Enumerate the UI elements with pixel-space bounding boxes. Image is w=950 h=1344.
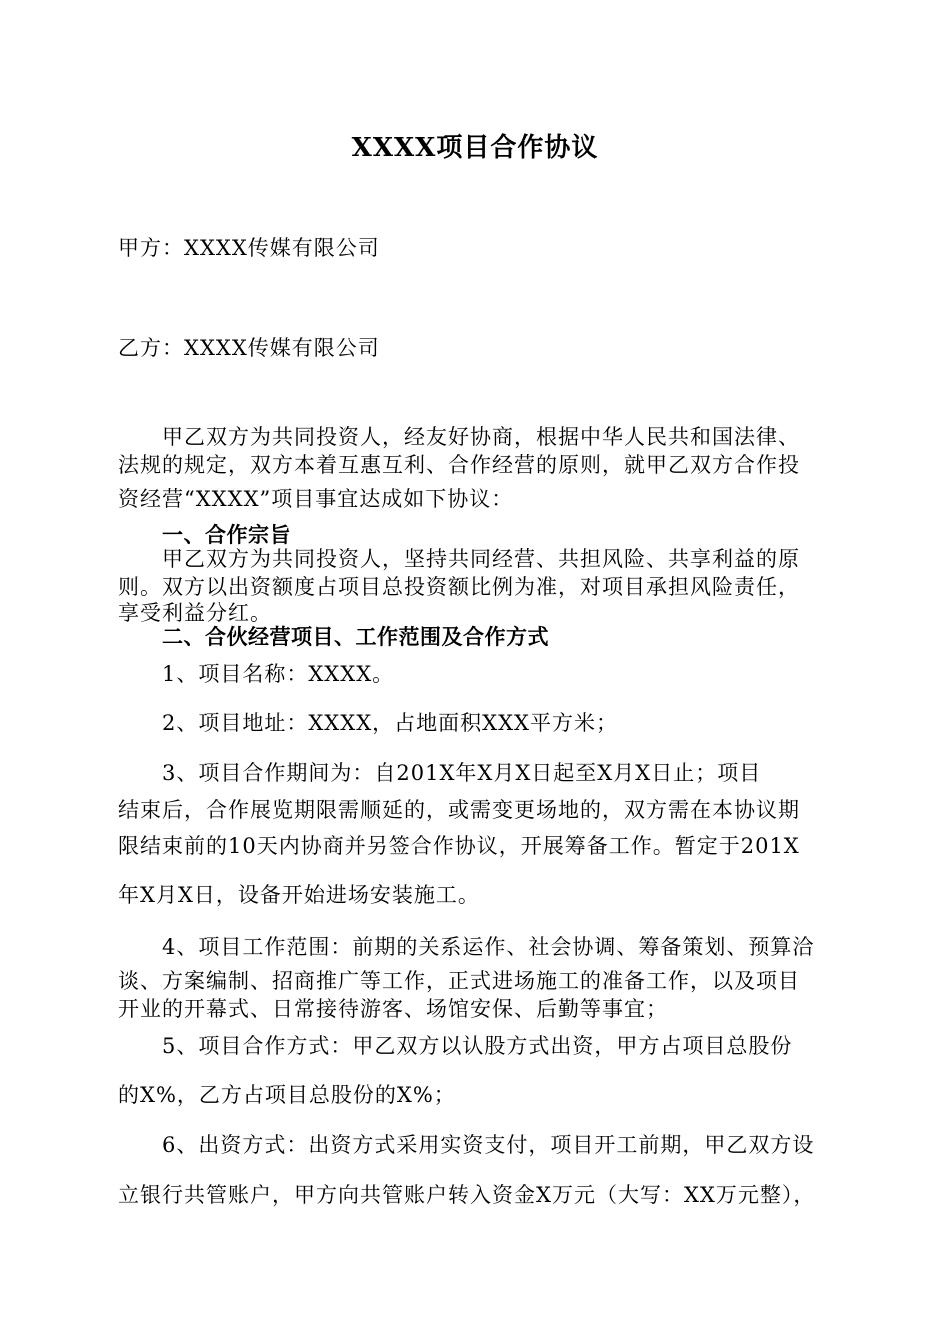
preamble-line: 甲乙双方为共同投资人，经友好协商，根据中华人民共和国法律、 [162, 425, 800, 449]
section-paragraph-line: 享受利益分红。 [118, 601, 272, 625]
section-heading: 一、合作宗旨 [162, 523, 291, 547]
clause-line: 结束后，合作展览期限需顺延的，或需变更场地的，双方需在本协议期 [118, 798, 800, 822]
clause-item: 1、项目名称：XXXX。 [162, 662, 395, 686]
clause-line: 谈、方案编制、招商推广等工作，正式进场施工的准备工作，以及项目 [118, 969, 800, 993]
clause-line: 4、项目工作范围：前期的关系运作、社会协调、筹备策划、预算洽 [162, 935, 815, 959]
clause-line: 6、出资方式：出资方式采用实资支付，项目开工前期，甲乙双方设 [162, 1133, 815, 1157]
clause-line: 限结束前的10天内协商并另签合作协议，开展筹备工作。暂定于201X [118, 834, 800, 858]
party-b-line: 乙方：XXXX传媒有限公司 [118, 336, 380, 360]
clause-line: 年X月X日，设备开始进场安装施工。 [118, 883, 480, 907]
preamble-line: 法规的规定，双方本着互惠互利、合作经营的原则，就甲乙双方合作投 [118, 453, 800, 477]
clause-line: 开业的开幕式、日常接待游客、场馆安保、后勤等事宜； [118, 997, 668, 1021]
clause-item: 2、项目地址：XXXX，占地面积XXX平方米； [162, 711, 619, 735]
clause-line: 3、项目合作期间为：自201X年X月X日起至X月X日止；项目 [162, 761, 762, 785]
party-a-line: 甲方：XXXX传媒有限公司 [118, 236, 380, 260]
section-paragraph-line: 则。双方以出资额度占项目总投资额比例为准，对项目承担风险责任， [118, 575, 800, 599]
clause-line: 的X%，乙方占项目总股份的X%； [118, 1083, 456, 1107]
section-paragraph-line: 甲乙双方为共同投资人，坚持共同经营、共担风险、共享利益的原 [162, 547, 800, 571]
preamble-line: 资经营“XXXX”项目事宜达成如下协议： [118, 487, 514, 511]
clause-line: 立银行共管账户，甲方向共管账户转入资金X万元（大写：XX万元整）， [118, 1183, 816, 1207]
section-heading: 二、合伙经营项目、工作范围及合作方式 [162, 625, 549, 649]
document-title: XXXX项目合作协议 [351, 133, 599, 163]
clause-line: 5、项目合作方式：甲乙双方以认股方式出资，甲方占项目总股份 [162, 1034, 793, 1058]
